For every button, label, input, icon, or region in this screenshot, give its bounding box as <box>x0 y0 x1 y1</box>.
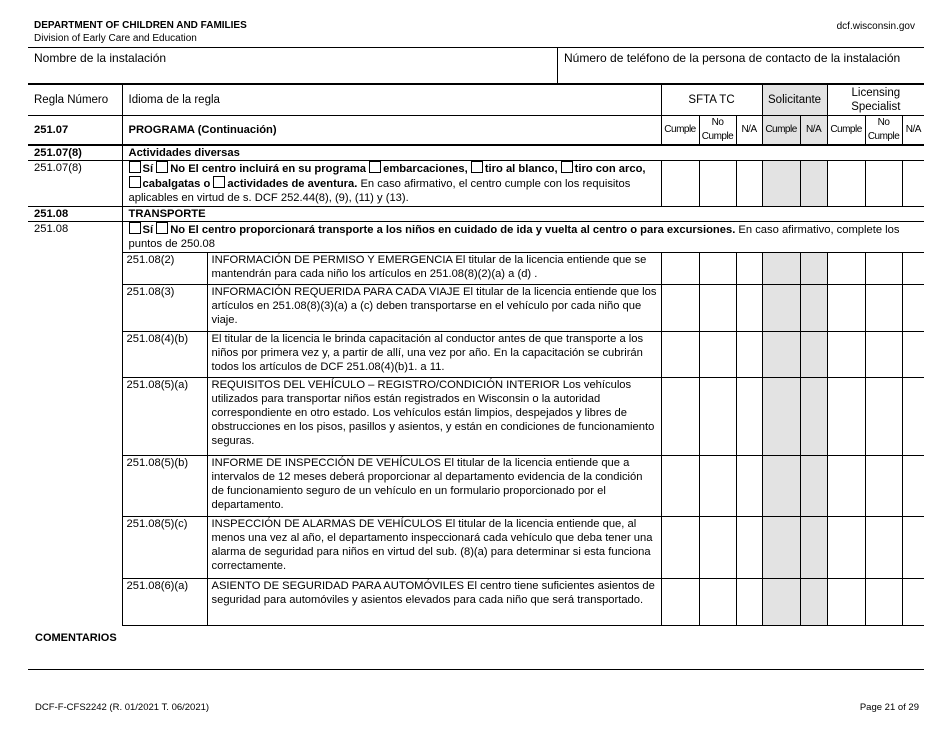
division-name: Division of Early Care and Education <box>34 33 197 44</box>
specialist-meets-cell[interactable] <box>827 517 865 579</box>
section-251-08-row <box>28 207 924 222</box>
applicant-meets-cell[interactable] <box>762 378 800 456</box>
subsection-number: 251.07(8) <box>28 145 122 161</box>
applicant-na-cell[interactable] <box>800 579 827 626</box>
specialist-meets-cell[interactable] <box>827 579 865 626</box>
item-number: 251.08(5)(c) <box>122 517 207 579</box>
table-row <box>28 285 924 332</box>
item-number: 251.08(2) <box>122 253 207 285</box>
sfta-not-meets-label: No Cumple <box>699 116 736 146</box>
rule-requirement: En caso afirmativo, el centro cumple con los requisitos aplicables en virtud de s. DCF 252.44(8), (9), (11) y (13). <box>128 178 631 204</box>
specialist-not-meets-cell[interactable] <box>865 285 902 332</box>
applicant-na-cell[interactable] <box>800 253 827 285</box>
section-number: 251.08 <box>28 207 122 222</box>
item-text: INSPECCIÓN DE ALARMAS DE VEHÍCULOS El titular de la licencia entiende que, al menos una vez al año, el departamento inspeccionará cada vehículo que deba tener una alarma de seguridad para niños en virtud del sub. (8)(a) para determinar si esta funciona correctamente. <box>207 517 661 579</box>
sfta-not-meets-cell[interactable] <box>699 517 736 579</box>
sfta-na-cell[interactable] <box>736 456 762 517</box>
applicant-na-label: N/A <box>800 116 827 146</box>
specialist-meets-cell[interactable] <box>827 285 865 332</box>
specialist-meets-label: Cumple <box>827 116 865 146</box>
comments-label: COMENTARIOS <box>35 632 117 644</box>
form-id: DCF-F-CFS2242 (R. 01/2021 T. 06/2021) <box>35 702 210 713</box>
specialist-not-meets-label: No Cumple <box>865 116 902 146</box>
sfta-not-meets-cell[interactable] <box>699 456 736 517</box>
item-text: INFORMACIÓN REQUERIDA PARA CADA VIAJE El titular de la licencia entiende que los artículos en 251.08(8)(3)(a) a (c) deben transportarse en el vehículo por cada niño que viaje. <box>207 285 661 332</box>
horseback-label: cabalgatas o <box>142 178 211 190</box>
sfta-meets-label: Cumple <box>661 116 699 146</box>
boating-label: embarcaciones, <box>383 163 468 175</box>
sfta-header: SFTA TC <box>661 85 762 116</box>
specialist-na-cell[interactable] <box>902 517 924 579</box>
item-number: 251.08(3) <box>122 285 207 332</box>
subsection-title: Actividades diversas <box>122 145 924 161</box>
applicant-meets-cell[interactable] <box>762 517 800 579</box>
item-number: 251.08(4)(b) <box>122 332 207 378</box>
yes-checkbox[interactable] <box>129 222 141 234</box>
archery-label: tiro con arco, <box>574 163 646 175</box>
specialist-not-meets-cell[interactable] <box>865 517 902 579</box>
specialist-na-cell[interactable] <box>902 253 924 285</box>
sfta-meets-cell[interactable] <box>661 161 699 207</box>
applicant-na-cell[interactable] <box>800 332 827 378</box>
specialist-not-meets-cell[interactable] <box>865 161 902 207</box>
applicant-meets-cell[interactable] <box>762 579 800 626</box>
sfta-na-cell[interactable] <box>736 285 762 332</box>
rule-text <box>122 161 661 207</box>
sfta-meets-cell[interactable] <box>661 579 699 626</box>
item-text: INFORME DE INSPECCIÓN DE VEHÍCULOS El titular de la licencia entiende que a intervalos de 12 meses deberá proporcionar al departamento evidencia de la condición de funcionamiento seguro de un vehículo en un formulario proporcionado por el departamento. <box>207 456 661 517</box>
applicant-meets-cell[interactable] <box>762 161 800 207</box>
subsection-row <box>28 145 924 161</box>
item-number: 251.08(6)(a) <box>122 579 207 626</box>
horseback-checkbox[interactable] <box>129 176 141 188</box>
sfta-meets-cell[interactable] <box>661 517 699 579</box>
specialist-na-cell[interactable] <box>902 378 924 456</box>
applicant-na-cell[interactable] <box>800 456 827 517</box>
no-label: No <box>170 163 186 175</box>
specialist-na-cell[interactable] <box>902 456 924 517</box>
adventure-checkbox[interactable] <box>213 176 225 188</box>
table-row <box>28 456 924 517</box>
table-row <box>28 579 924 626</box>
item-text: REQUISITOS DEL VEHÍCULO – REGISTRO/CONDICIÓN INTERIOR Los vehículos utilizados para transportar niños están registrados en Wisconsin o la autoridad correspondiente en otro estado. Los vehículos están limpios, despejados y libres de obstrucciones en los pisos, pasillos y asientos, y están en condiciones de funcionamiento seguras. <box>207 378 661 456</box>
adventure-label: actividades de aventura. <box>227 178 358 190</box>
sfta-not-meets-cell[interactable] <box>699 579 736 626</box>
specialist-na-cell[interactable] <box>902 161 924 207</box>
rule-language-header: Idioma de la regla <box>122 85 661 116</box>
website-url: dcf.wisconsin.gov <box>836 21 915 32</box>
sfta-not-meets-cell[interactable] <box>699 285 736 332</box>
rules-table <box>28 84 924 626</box>
applicant-meets-cell[interactable] <box>762 332 800 378</box>
department-name: DEPARTMENT OF CHILDREN AND FAMILIES <box>34 20 247 31</box>
specialist-meets-cell[interactable] <box>827 332 865 378</box>
specialist-not-meets-cell[interactable] <box>865 456 902 517</box>
sfta-meets-cell[interactable] <box>661 332 699 378</box>
table-row <box>28 253 924 285</box>
item-number: 251.08(5)(a) <box>122 378 207 456</box>
section-title: PROGRAMA (Continuación) <box>122 116 661 146</box>
section-251-07-row <box>28 116 924 146</box>
rule-row-251-07-8 <box>28 161 924 207</box>
item-text: El titular de la licencia le brinda capacitación al conductor antes de que transporte a los niños por primera vez y, a partir de allí, una vez por año. En la capacitación se cubrirán todos los artículos de DCF 251.08(4)(b)1. a 11. <box>207 332 661 378</box>
sfta-na-cell[interactable] <box>736 253 762 285</box>
sfta-not-meets-cell[interactable] <box>699 378 736 456</box>
specialist-header: Licensing Specialist <box>827 85 924 116</box>
table-row <box>28 332 924 378</box>
specialist-meets-cell[interactable] <box>827 456 865 517</box>
sfta-na-cell[interactable] <box>736 579 762 626</box>
facility-name-label: Nombre de la instalación <box>34 51 167 65</box>
no-checkbox[interactable] <box>156 222 168 234</box>
item-text: ASIENTO DE SEGURIDAD PARA AUTOMÓVILES El centro tiene suficientes asientos de seguridad para automóviles y asientos elevados para cada niño que será transportado. <box>207 579 661 626</box>
sfta-na-cell[interactable] <box>736 332 762 378</box>
applicant-na-cell[interactable] <box>800 161 827 207</box>
specialist-meets-cell[interactable] <box>827 378 865 456</box>
specialist-not-meets-cell[interactable] <box>865 579 902 626</box>
no-checkbox[interactable] <box>156 161 168 173</box>
specialist-na-cell[interactable] <box>902 579 924 626</box>
yes-checkbox[interactable] <box>129 161 141 173</box>
rule-number: 251.07(8) <box>28 161 122 207</box>
specialist-not-meets-cell[interactable] <box>865 253 902 285</box>
facility-name-field[interactable] <box>28 48 558 83</box>
yes-label: Sí <box>142 163 154 175</box>
sfta-meets-cell[interactable] <box>661 285 699 332</box>
archery-checkbox[interactable] <box>561 161 573 173</box>
header-row <box>28 85 924 116</box>
page-number: Page 21 of 29 <box>859 702 919 713</box>
facility-info-row <box>28 47 924 85</box>
applicant-na-cell[interactable] <box>800 517 827 579</box>
table-row <box>28 378 924 456</box>
sfta-na-cell[interactable] <box>736 161 762 207</box>
applicant-header: Solicitante <box>762 85 827 116</box>
sfta-meets-cell[interactable] <box>661 456 699 517</box>
applicant-meets-cell[interactable] <box>762 456 800 517</box>
sfta-not-meets-cell[interactable] <box>699 253 736 285</box>
comments-field[interactable] <box>28 669 924 670</box>
specialist-na-cell[interactable] <box>902 332 924 378</box>
rule-intro: El centro incluirá en su programa <box>188 163 367 175</box>
specialist-not-meets-cell[interactable] <box>865 378 902 456</box>
transport-question <box>122 222 924 253</box>
facility-phone-label: Número de teléfono de la persona de contacto de la instalación <box>564 51 901 65</box>
specialist-meets-cell[interactable] <box>827 253 865 285</box>
section-number: 251.07 <box>28 116 122 146</box>
target-shooting-checkbox[interactable] <box>471 161 483 173</box>
specialist-not-meets-cell[interactable] <box>865 332 902 378</box>
sfta-na-label: N/A <box>736 116 762 146</box>
sfta-meets-cell[interactable] <box>661 378 699 456</box>
transport-question-row <box>28 222 924 253</box>
sfta-not-meets-cell[interactable] <box>699 161 736 207</box>
specialist-na-label: N/A <box>902 116 924 146</box>
target-shooting-label: tiro al blanco, <box>484 163 558 175</box>
section-title: TRANSPORTE <box>122 207 924 222</box>
item-text: INFORMACIÓN DE PERMISO Y EMERGENCIA El titular de la licencia entiende que se mantendrán para cada niño los artículos en 251.08(8)(2)(a) a (d) . <box>207 253 661 285</box>
item-number: 251.08(5)(b) <box>122 456 207 517</box>
specialist-na-cell[interactable] <box>902 285 924 332</box>
applicant-meets-label: Cumple <box>762 116 800 146</box>
table-row <box>28 517 924 579</box>
rule-number-header: Regla Número <box>28 85 122 116</box>
sfta-not-meets-cell[interactable] <box>699 332 736 378</box>
specialist-meets-cell[interactable] <box>827 161 865 207</box>
sfta-na-cell[interactable] <box>736 517 762 579</box>
boating-checkbox[interactable] <box>369 161 381 173</box>
rule-number: 251.08 <box>28 222 122 626</box>
sfta-na-cell[interactable] <box>736 378 762 456</box>
no-label: No <box>170 224 186 236</box>
question-instructions: En caso afirmativo, complete los puntos de 250.08 <box>128 224 900 250</box>
applicant-na-cell[interactable] <box>800 285 827 332</box>
applicant-meets-cell[interactable] <box>762 253 800 285</box>
sfta-meets-cell[interactable] <box>661 253 699 285</box>
yes-label: Sí <box>142 224 154 236</box>
applicant-meets-cell[interactable] <box>762 285 800 332</box>
question-text: El centro proporcionará transporte a los niños en cuidado de ida y vuelta al centro o para excursiones. <box>188 224 736 236</box>
applicant-na-cell[interactable] <box>800 378 827 456</box>
